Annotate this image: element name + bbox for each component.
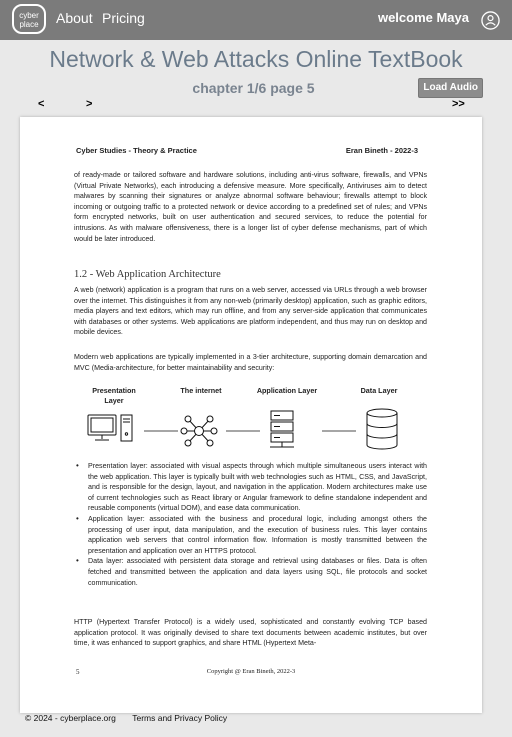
load-audio-button[interactable]: Load Audio xyxy=(418,78,483,98)
architecture-diagram xyxy=(74,407,427,453)
list-item: • Presentation layer: associated with visual aspects through which multiple simultaneous users interact with the web application. This layer is typically built with web technologies such as HTML, CSS, and JavaScript, and is responsible for the design, layout, and navigation in the application. Modern architectures make use of current technologies such as React library or Angular framework to define standalone independent and reusable components (virtual DOM), and ease data communication. xyxy=(74,461,427,514)
user-account-icon[interactable] xyxy=(481,11,500,30)
network-hub-icon xyxy=(181,416,217,446)
pricing-link[interactable]: Pricing xyxy=(102,10,145,26)
page-copyright-footer: Copyright @ Eran Bineth, 2022-3 xyxy=(206,668,296,675)
diagram-label-data: Data Layer xyxy=(360,386,398,395)
welcome-text: welcome Maya xyxy=(377,10,469,25)
server-rack-icon xyxy=(270,411,294,447)
terms-privacy-link[interactable]: Terms and Privacy Policy xyxy=(132,713,228,723)
textbook-page xyxy=(20,117,482,713)
section-heading: 1.2 - Web Application Architecture xyxy=(74,269,221,280)
page-running-header xyxy=(76,146,418,155)
last-page-button[interactable]: >> xyxy=(452,98,465,110)
paragraph-defense-tools: of ready-made or tailored software and hardware solutions, including anti-virus software, firewalls, and VPNs (Virtual Private Networks), each introducing a defensive measure. More specifically, Antiviruses aim to detect malwares by scanning their signatures or analyze abnormal software behaviour; firewalls attempt to block incoming or outgoing traffic to a protected network or device according to a predefined set of rules; and VPNs form encrypted networks, built on user authentication and secured services, to reduce the potential for intrusions. As with malware offensiveness, there is a longer list of cyber defense mechanisms, part of which would be later introduced. xyxy=(74,171,427,243)
book-title: Network & Web Attacks Online TextBook xyxy=(49,46,463,72)
diagram-label-presentation: Presentation Layer xyxy=(92,386,136,405)
next-page-button[interactable]: > xyxy=(86,98,93,110)
paragraph-http: HTTP (Hypertext Transfer Protocol) is a widely used, sophisticated and constantly evolving TCP based application protocol. It was originally devised to share text documents between academic institutes, but over time, it was enhanced to support graphics, and share HTML (Hypertext Meta- xyxy=(74,618,427,648)
about-link[interactable]: About xyxy=(56,10,93,26)
database-icon xyxy=(367,409,397,449)
desktop-computer-icon xyxy=(88,415,132,441)
diagram-label-internet: The internet xyxy=(180,386,222,395)
list-item: • Application layer: associated with the business and procedural logic, including amongst others the processing of user input, data manipulation, and the execution of business rules. This layer contains application web servers that control information flow. Information is mostly transmitted between the presentation and application over an HTTPS protocol. xyxy=(74,514,427,556)
list-item: • Data layer: associated with persistent data storage and retrieval using databases or files. Data is often fetched and transmitted between the application and data layers using SQL, file protocols and socket communication. xyxy=(74,556,427,588)
previous-page-button[interactable]: < xyxy=(38,98,45,110)
book-header xyxy=(0,40,512,120)
running-header-author: Eran Bineth - 2022-3 xyxy=(345,146,418,155)
architecture-layers-list xyxy=(74,461,427,588)
paragraph-3-tier: Modern web applications are typically implemented in a 3-tier architecture, supporting domain demarcation and MVC (Media-architecture, for better maintainability and security: xyxy=(74,353,427,372)
chapter-page-indicator: chapter 1/6 page 5 xyxy=(192,80,315,96)
page-number: 5 xyxy=(76,668,80,676)
top-navbar xyxy=(0,0,512,40)
diagram-label-application: Application Layer xyxy=(256,386,318,395)
running-header-title: Cyber Studies - Theory & Practice xyxy=(76,146,197,155)
paragraph-web-application: A web (network) application is a program that runs on a web server, accessed via URLs through a web browser over the internet. This distinguishes it from any non-web (primarily desktop) application, such as graphic editors, media players and text editors, which may run offline, and from any server-side application that communicates with databases or other systems. Web applications are platform independent, and thus may run on desktop and mobile devices. xyxy=(74,286,427,337)
cyberplace-logo[interactable]: cyber place xyxy=(12,4,46,34)
site-footer xyxy=(25,713,227,723)
site-copyright: © 2024 - cyberplace.org xyxy=(25,713,116,723)
